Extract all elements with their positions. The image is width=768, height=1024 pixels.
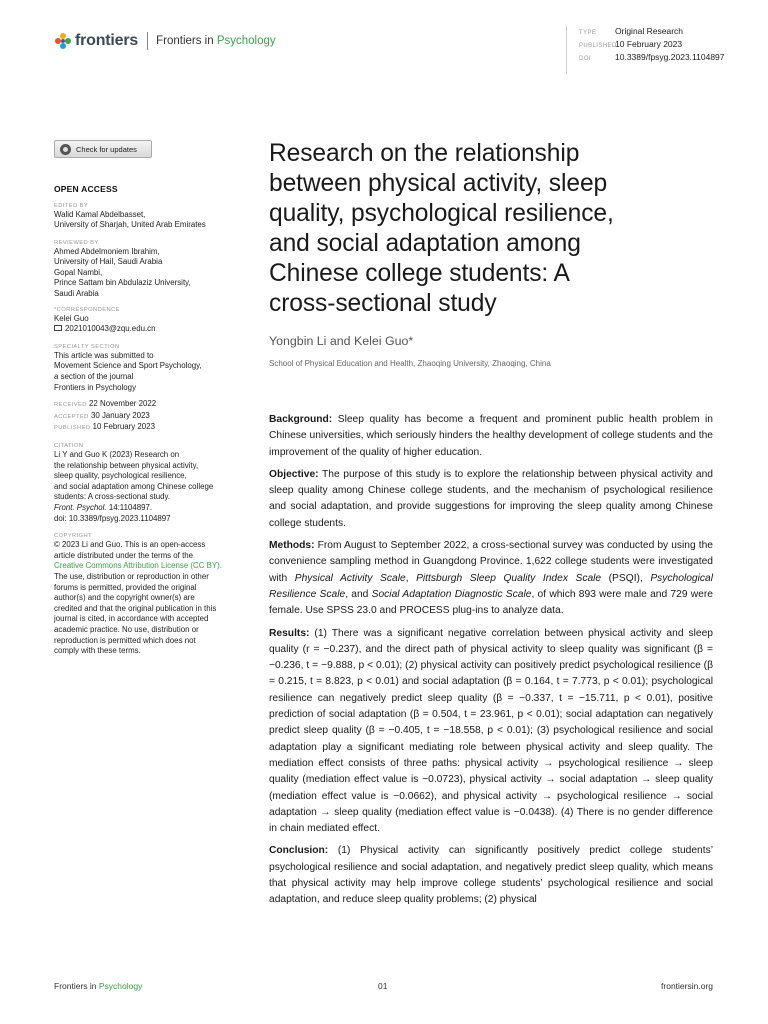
citation-label: CITATION <box>54 443 84 449</box>
abstract-conclusion: Conclusion: (1) Physical activity can significantly positively predict college students’ psychological resilience and social adaptation, and negatively predict sleep quality, which means that physical activity may help improve college students’ psychological resilience and social adaptation, and reduce sleep quality problems; (2) physical <box>269 845 713 906</box>
abstract-background: Background: Sleep quality has become a frequent and prominent public health problem in Chinese universities, which seriously hinders the healthy development of college students and the improvement of the quality of higher education. <box>269 414 713 458</box>
frontiers-logo-icon <box>55 33 71 49</box>
correspondence-email[interactable]: 2021010043@zqu.edu.cn <box>54 324 254 335</box>
logo-divider <box>147 32 148 50</box>
citation-doi[interactable]: doi: 10.3389/fpsyg.2023.1104897 <box>54 513 171 523</box>
abstract <box>269 412 713 915</box>
published-date: PUBLISHED 10 February 2023 <box>54 422 155 432</box>
affiliation: School of Physical Education and Health, Zhaoqing University, Zhaoqing, China <box>269 359 551 368</box>
cc-by-license-link[interactable]: Creative Commons Attribution License (CC BY). <box>54 561 222 571</box>
meta-published: PUBLISHED10 February 2023 <box>579 39 683 49</box>
journal-name: Frontiers in Psychology <box>156 35 276 47</box>
copyright: © 2023 Li and Guo. This is an open-access article distributed under the terms of the Creative Commons Attribution License (CC BY). The use, distribution or reproduction in other forums is permitted, provided the original author(s) and the copyright owner(s) are credited and that the original publication in this journal is cited, in accordance with accepted academic practice. No use, distribution or reproduction is permitted which does not comply with these terms. <box>54 540 254 657</box>
accepted-date: ACCEPTED 30 January 2023 <box>54 410 150 420</box>
reviewed-by: Ahmed Abdelmoniem Ibrahim, University of Hail, Saudi Arabia Gopal Nambi, Prince Sattam bin Abdulaziz University, Saudi Arabia <box>54 246 191 299</box>
frontiers-logo[interactable] <box>55 32 276 50</box>
specialty-section: This article was submitted to Movement Science and Sport Psychology, a section of the journal Frontiers in Psychology <box>54 350 202 392</box>
citation: Li Y and Guo K (2023) Research on the relationship between physical activity, sleep quality, psychological resilience, and social adaptation among Chinese college students: A cross-sectional study. Front. Psychol. 14:1104897. doi: 10.3389/fpsyg.2023.1104897 <box>54 450 254 524</box>
reviewed-by-label: REVIEWED BY <box>54 239 99 246</box>
refresh-icon <box>60 144 71 155</box>
correspondence: Kelei Guo 2021010043@zqu.edu.cn <box>54 314 254 335</box>
edited-by: Walid Kamal Abdelbasset, University of Sharjah, United Arab Emirates <box>54 209 206 230</box>
logo-wordmark: frontiers <box>75 32 139 49</box>
open-access-label: OPEN ACCESS <box>54 183 118 194</box>
article-title: Research on the relationship between physical activity, sleep quality, psychological resilience, and social adaptation among Chinese college students: A cross-sectional study <box>269 140 614 318</box>
edited-by-label: EDITED BY <box>54 202 89 209</box>
meta-doi[interactable]: DOI 10.3389/fpsyg.2023.1104897 <box>579 52 725 62</box>
article-meta <box>566 26 725 74</box>
meta-type: TYPE Original Research <box>579 26 684 36</box>
footer-site-link[interactable]: frontiersin.org <box>661 981 713 991</box>
page-number: 01 <box>378 981 388 991</box>
received-date: RECEIVED 22 November 2022 <box>54 399 157 409</box>
article-sidebar <box>54 140 254 657</box>
abstract-methods: Methods: From August to September 2022, a cross-sectional survey was conducted by using the convenience sampling method in Guangdong Province. 1,622 college students were investigated with Physical Activity Scale, Pittsburgh Sleep Quality Index Scale (PSQI), Psychological Resilience Scale, and Social Adaptation Diagnostic Scale, of which 893 were male and 729 were female. Use SPSS 23.0 and PROCESS plug-ins to analyze data. <box>269 540 714 617</box>
abstract-results: Results: (1) There was a significant negative correlation between physical activity and sleep quality (r = −0.237), and the direct path of physical activity to sleep quality was significant (β = −0.236, t = −9.888, p < 0.01); (2) physical activity can positively predict psychological resilience (β = 0.215, t = 8.823, p < 0.01) and social adaptation (β = 0.164, t = 7.773, p < 0.01); psychological resilience can negatively predict sleep quality (β = −0.337, t = −15.711, p < 0.01), positive prediction of social adaptation (β = 0.504, t = 23.961, p < 0.01); social adaptation can negatively predict sleep quality (β = −0.405, t = −18.558, p < 0.01); (3) psychological resilience and social adaptation play a significant mediating role between physical activity and sleep quality. The mediation effect consists of three paths: physical activity → psychological resilience → sleep quality (mediation effect value is −0.0723), physical activity → social adaptation → sleep quality (mediation effect value is −0.0662), and physical activity → psychological resilience → social adaptation → sleep quality (mediation effect value is −0.0438). (4) There is no gender difference in chain mediated effect. <box>269 627 713 835</box>
abstract-objective: Objective: The purpose of this study is to explore the relationship between physical activity and sleep quality among Chinese college students, and the mechanism of psychological resilience and social adaptation, and provide suggestions for improving the sleep quality among Chinese college students. <box>269 468 713 529</box>
copyright-label: COPYRIGHT <box>54 533 93 540</box>
footer-journal: Frontiers in Psychology <box>54 981 143 991</box>
specialty-label: SPECIALTY SECTION <box>54 343 120 350</box>
correspondence-label: *CORRESPONDENCE <box>54 306 120 313</box>
check-for-updates-button[interactable]: Check for updates <box>54 140 152 158</box>
authors: Yongbin Li and Kelei Guo* <box>269 334 414 348</box>
dates <box>54 399 254 434</box>
mail-icon <box>54 325 62 331</box>
